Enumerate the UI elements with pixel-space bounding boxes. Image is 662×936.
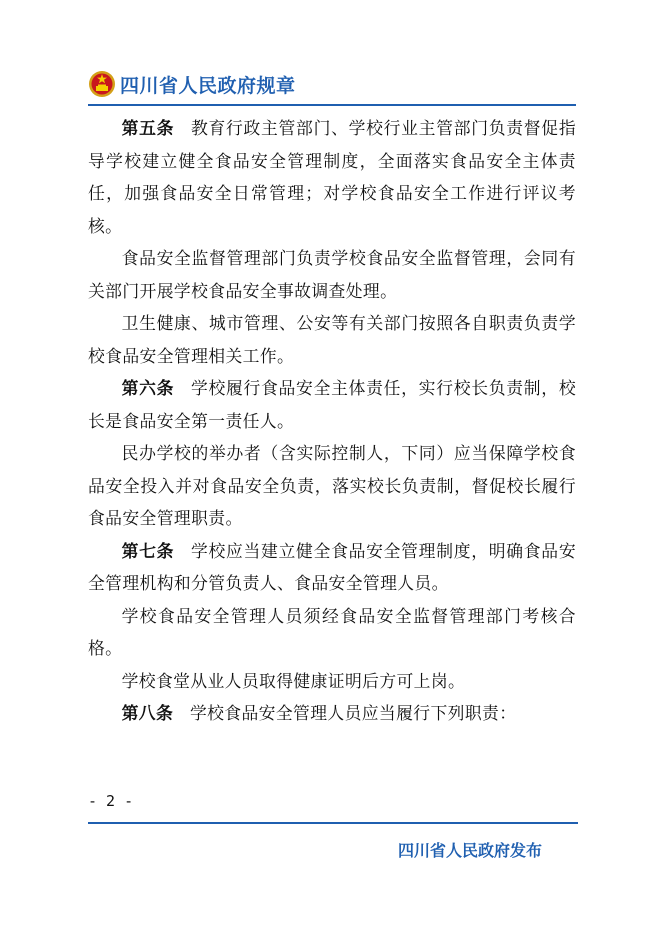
paragraph-text: 学校食堂从业人员取得健康证明后方可上岗。 — [121, 670, 466, 691]
paragraph-text: 学校食品安全管理人员应当履行下列职责： — [189, 703, 517, 723]
paragraph-text: 教育行政主管部门、学校行业主管部门负责督促指导学校建立健全食品安全管理制度，全面落实食品安全主体责任，加强食品安全日常管理；对学校食品安全工作进行评议考核。 — [88, 118, 576, 236]
header-title: 四川省人民政府规章 — [120, 74, 296, 97]
paragraph — [88, 437, 576, 535]
page-number: - 2 - — [88, 792, 134, 810]
paragraph-text: 食品安全监督管理部门负责学校食品安全监督管理，会同有关部门开展学校食品安全事故调查处理。 — [88, 248, 576, 301]
paragraph — [88, 242, 576, 307]
paragraph-text: 卫生健康、城市管理、公安等有关部门按照各自职责负责学校食品安全管理相关工作。 — [88, 313, 576, 366]
paragraph — [88, 112, 576, 242]
paragraph — [88, 665, 576, 698]
paragraph — [88, 697, 576, 730]
header-divider — [88, 104, 576, 106]
page-header — [88, 64, 296, 104]
footer-divider — [88, 822, 578, 824]
paragraph — [88, 600, 576, 665]
paragraph-text: 学校履行食品安全主体责任，实行校长负责制，校长是食品安全第一责任人。 — [88, 378, 576, 431]
paragraph-text: 学校应当建立健全食品安全管理制度，明确食品安全管理机构和分管负责人、食品安全管理人员。 — [88, 540, 576, 593]
paragraph-text: 民办学校的举办者（含实际控制人，下同）应当保障学校食品安全投入并对食品安全负责，落实校长负责制，督促校长履行食品安全管理职责。 — [88, 443, 576, 528]
article-number: 第五条 — [121, 118, 175, 138]
paragraph — [88, 372, 576, 437]
national-emblem-icon — [88, 70, 116, 98]
article-number: 第八条 — [121, 703, 174, 723]
paragraph-text: 学校食品安全管理人员须经食品安全监督管理部门考核合格。 — [88, 605, 576, 658]
article-number: 第六条 — [121, 378, 175, 398]
article-number: 第七条 — [121, 540, 175, 561]
paragraph — [88, 307, 576, 372]
paragraph — [88, 535, 576, 600]
document-body — [88, 112, 576, 730]
footer-publisher: 四川省人民政府发布 — [397, 841, 542, 860]
